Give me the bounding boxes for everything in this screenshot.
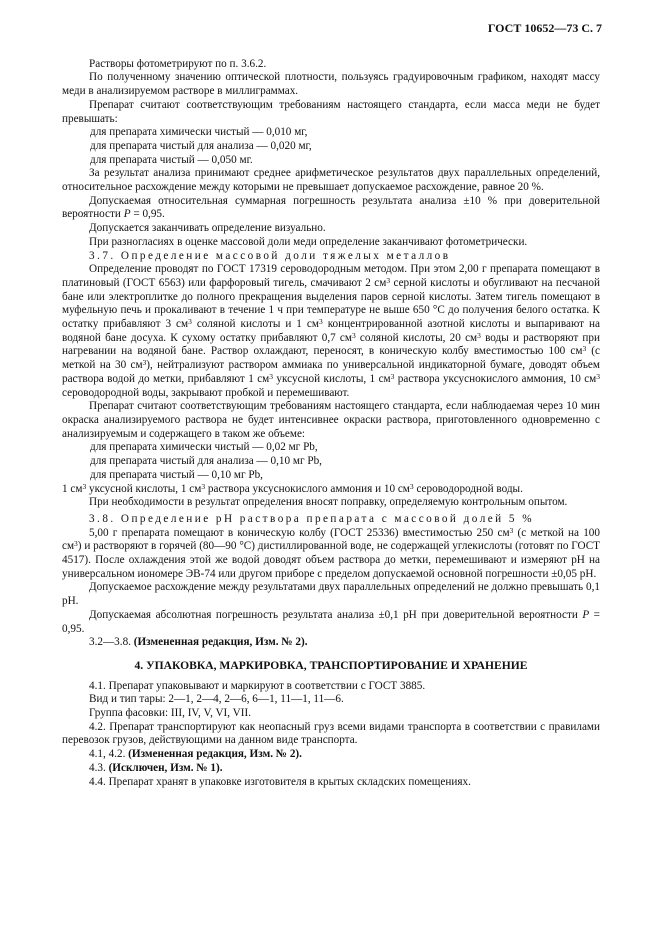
body-paragraph-8: Допускаемая относительная суммарная погрешность результата анализа ±10 % при доверительной вероятности P = 0,95. [62,194,600,221]
section4-paragraph-1: 4.1. Препарат упаковывают и маркируют в соответствии с ГОСТ 3885. [89,679,426,692]
section4-paragraph-5: 4.1, 4.2. (Измененная редакция, Изм. № 2). [89,748,302,761]
document-page [62,22,600,789]
body-paragraph-20: 5,00 г препарата помещают в коническую колбу (ГОСТ 25336) вместимостью 250 $см^3$ (с меткой на 100 $см^3$) и растворяют в горячей (80—90 °С) дистиллированной воде, не содержащей углекислоты (готовят по ГОСТ 4517). После охлаждения этой же водой доводят объем раствора до метки, перемешивают и измеряют рН на универсальном иономере ЭВ-74 или другом приборе с пределом допускаемой основной погрешности ±0,05 рН. [62,525,600,580]
body-paragraph-21: Допускаемое расхождение между результатами двух параллельных определений не должно превышать 0,1 рН. [62,581,600,608]
body-paragraph-19: 3.8. Определение рН раствора препарата с массовой долей 5 % [89,512,534,525]
section4-paragraph-7: 4.4. Препарат хранят в упаковке изготовителя в крытых складских помещениях. [89,775,471,788]
body-paragraph-10: При разногласиях в оценке массовой доли меди определение заканчивают фотометрически. [89,235,528,248]
body-paragraph-9: Допускается заканчивать определение визуально. [89,222,326,235]
body-paragraph-1: Растворы фотометрируют по п. 3.6.2. [89,57,267,70]
body-paragraph-5: для препарата чистый для анализа — 0,020 мг, [90,139,312,152]
body-paragraph-2: По полученному значению оптической плотности, пользуясь градуировочным графиком, находят массу меди в анализируемом растворе в миллиграммах. [62,71,600,98]
body-paragraph-17: 1 $см^3$ уксусной кислоты, 1 $см^3$ раствора уксуснокислого аммония и 10 $см^3$ сероводородной воды. [62,481,523,495]
body-paragraph-11: 3.7. Определение массовой доли тяжелых металлов [89,249,451,262]
body-paragraph-3: Препарат считают соответствующим требованиям настоящего стандарта, если масса меди не будет превышать: [62,98,600,125]
body-paragraph-22: Допускаемая абсолютная погрешность результата анализа ±0,1 рН при доверительной вероятности P = 0,95. [62,608,600,635]
document-body [62,58,600,650]
body-paragraph-14: для препарата химически чистый — 0,02 мг Pb, [90,441,318,454]
body-paragraph-4: для препарата химически чистый — 0,010 мг, [90,126,308,139]
body-paragraph-23: 3.2—3.8. (Измененная редакция, Изм. № 2). [89,636,308,649]
body-paragraph-6: для препарата чистый — 0,050 мг. [90,153,253,166]
section4-paragraph-4: 4.2. Препарат транспортируют как неопасный груз всеми видами транспорта в соответствии с правилами перевозок грузов, действующими на данном виде транспорта. [62,720,600,747]
body-paragraph-7: За результат анализа принимают среднее арифметическое результатов двух параллельных определений, относительное расхождение между которыми не превышает допускаемое расхождение, равное 20 %. [62,167,600,194]
page-header: ГОСТ 10652—73 С. 7 [487,21,602,35]
body-paragraph-18: При необходимости в результат определения вносят поправку, определяемую контрольным опытом. [89,496,568,509]
section-4-heading: 4. УПАКОВКА, МАРКИРОВКА, ТРАНСПОРТИРОВАНИЕ И ХРАНЕНИЕ [134,658,528,672]
body-paragraph-12: Определение проводят по ГОСТ 17319 сероводородным методом. При этом 2,00 г препарата помещают в платиновый (ГОСТ 6563) или фарфоровый тигель, смачивают 2 $см^3$ серной кислоты и обугливают на песчаной бане или электроплитке до полного прекращения выделения паров серной кислоты. Затем тигель помещают в муфельную печь и прокаливают в течение 1 ч при температуре не выше 650 °С до получения белого остатка. К остатку прибавляют 3 $см^3$ соляной кислоты и 1 $см^3$ концентрированной азотной кислоты и выпаривают на водяной бане досуха. К сухому остатку прибавляют 0,7 $см^3$ соляной кислоты, 20 $см^3$ воды и растворяют при нагревании на водяной бане. Раствор охлаждают, переносят, в коническую колбу вместимостью 100 $см^3$ (с меткой на 30 $см^3$), нейтрализуют раствором аммиака по универсальной индикаторной бумаге, доводят объем раствора водой до метки, прибавляют 1 $см^3$ уксусной кислоты, 1 $см^3$ раствора уксуснокислого аммония, 10 $см^3$ сероводородной воды, закрывают пробкой и перемешивают. [62,263,601,399]
body-paragraph-16: для препарата чистый — 0,10 мг Pb, [90,468,263,481]
section4-paragraph-2: Вид и тип тары: 2—1, 2—4, 2—6, 6—1, 11—1, 11—6. [89,693,344,706]
section4-paragraph-3: Группа фасовки: III, IV, V, VI, VII. [89,707,251,720]
body-paragraph-13: Препарат считают соответствующим требованиям настоящего стандарта, если наблюдаемая через 10 мин окраска анализируемого раствора не будет интенсивнее окраски раствора, приготовленного одновременно с анализируемым и содержащего в таком же объеме: [62,400,600,440]
body-paragraph-15: для препарата чистый для анализа — 0,10 мг Pb, [90,455,322,468]
section4-paragraph-6: 4.3. (Исключен, Изм. № 1). [89,761,223,774]
section-4-body [62,680,600,790]
